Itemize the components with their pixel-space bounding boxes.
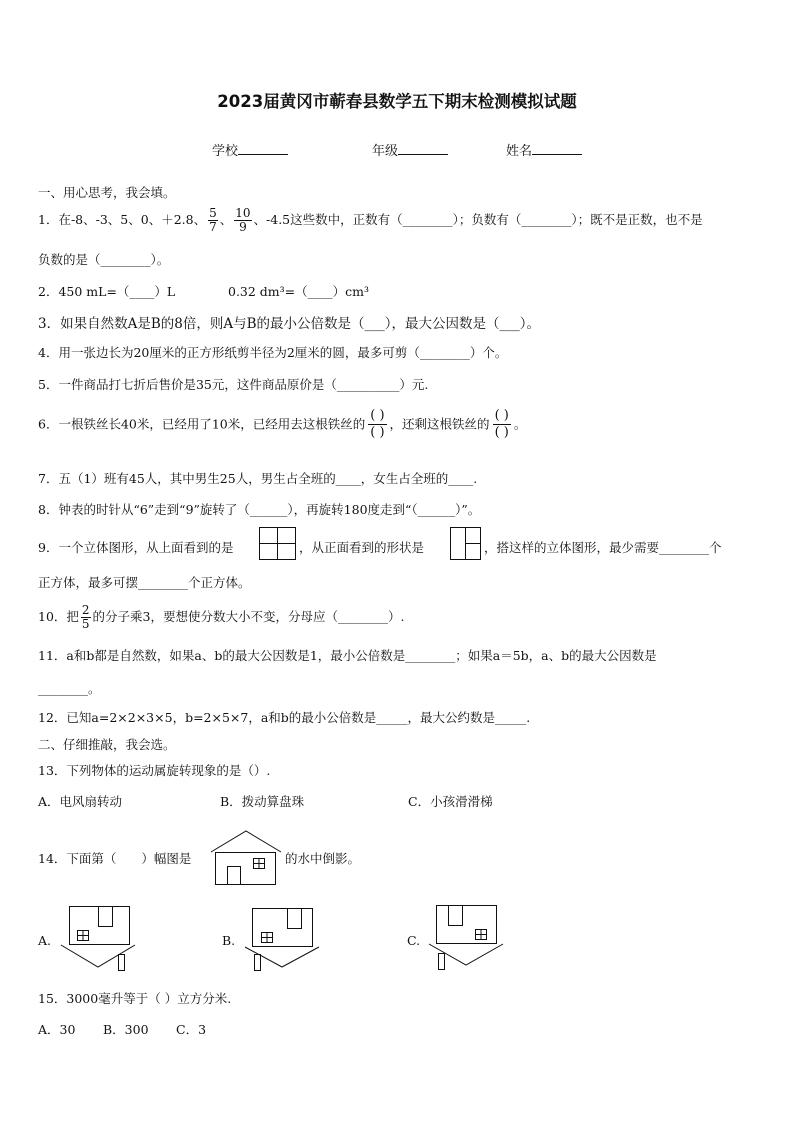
fraction-2-5: $\frac{2}{5}$ [81, 602, 90, 631]
question-1: 1．在-8、-3、5、0、＋2.8、 $\frac{5}{7}$ 、 $\frac{10}{9}$ 、-4.5这些数中，正数有（________）；负数有（________）；既不是正数，也不是 [38, 205, 703, 234]
option-13-c[interactable]: C．小孩滑滑梯 [408, 794, 493, 809]
question-13: 13．下列物体的运动属旋转现象的是（）. [38, 763, 271, 778]
question-4: 4．用一张边长为20厘米的正方形纸剪半径为2厘米的圆，最多可剪（________）个。 [38, 345, 508, 360]
question-15: 15．3000毫升等于（ ）立方分米. [38, 991, 232, 1006]
name-label: 姓名 [506, 144, 533, 159]
top-view-figure [259, 527, 297, 561]
option-14-c[interactable]: C. [407, 933, 421, 948]
school-field[interactable] [212, 140, 288, 159]
reflection-figure-b[interactable] [244, 905, 320, 973]
fraction-10-9: $\frac{10}{9}$ [235, 205, 251, 234]
question-5: 5．一件商品打七折后售价是35元，这件商品原价是（__________）元. [38, 377, 429, 392]
fraction-blank-2: ( ) ( ) [494, 408, 509, 441]
question-11: 11．a和b都是自然数，如果a、b的最大公因数是1，最小公倍数是________；如果a＝5b，a、b的最大公因数是 [38, 648, 657, 663]
fraction-blank-1: ( ) ( ) [370, 408, 385, 441]
reflection-figure-a[interactable] [60, 905, 136, 973]
question-12: 12．已知a=2×2×3×5，b=2×5×7，a和b的最小公倍数是_____，最大公约数是_____. [38, 710, 531, 725]
option-13-b[interactable]: B．拨动算盘珠 [220, 794, 305, 809]
question-7: 7．五（1）班有45人，其中男生25人，男生占全班的____，女生占全班的____. [38, 471, 478, 486]
page-title: 2023届黄冈市蕲春县数学五下期末检测模拟试题 [217, 92, 577, 111]
question-9d: 正方体，最多可摆________个正方体。 [38, 575, 251, 590]
question-11-cont: ________。 [38, 681, 101, 696]
question-1-cont: 负数的是（________）。 [38, 252, 170, 267]
option-15-c[interactable]: C．3 [176, 1022, 207, 1037]
school-label: 学校 [212, 144, 239, 159]
house-figure [210, 830, 282, 886]
option-13-a[interactable]: A．电风扇转动 [38, 794, 123, 809]
grade-label: 年级 [372, 144, 399, 159]
fraction-5-7: $\frac{5}{7}$ [209, 205, 217, 234]
grade-field[interactable] [372, 140, 448, 159]
name-field[interactable] [506, 140, 582, 159]
question-3: 3．如果自然数A是B的8倍，则A与B的最小公倍数是（___），最大公因数是（___）。 [38, 316, 541, 332]
front-view-figure [450, 527, 482, 561]
question-2b: 0.32 dm³=（____）cm³ [228, 284, 370, 299]
section-heading-2: 二、仔细推敲，我会选。 [38, 737, 176, 752]
question-10: 10．把 $\frac{2}{5}$ 的分子乘3，要想使分数大小不变，分母应（________）. [38, 602, 405, 631]
option-14-a[interactable]: A. [38, 933, 52, 948]
question-9b: ，从正面看到的形状是 [299, 540, 425, 555]
reflection-figure-c[interactable] [428, 905, 504, 973]
section-heading-1: 一、用心思考，我会填。 [38, 185, 176, 200]
option-15-a[interactable]: A．30 [38, 1022, 76, 1037]
question-6: 6．一根铁丝长40米，已经用了10米，已经用去这根铁丝的 ( ) ( ) ，还剩这根铁丝的 ( ) ( ) 。 [38, 408, 527, 441]
question-14a: 14．下面第（ ）幅图是 [38, 851, 192, 866]
question-2a: 2．450 mL=（____）L [38, 284, 176, 299]
question-8: 8．钟表的时针从“6”走到“9”旋转了（______），再旋转180度走到“（______）”。 [38, 502, 481, 517]
option-15-b[interactable]: B．300 [103, 1022, 149, 1037]
question-9c: ，搭这样的立体图形，最少需要________个 [484, 540, 722, 555]
question-9a: 9．一个立体图形，从上面看到的是 [38, 540, 234, 555]
question-14b: 的水中倒影。 [285, 851, 361, 866]
option-14-b[interactable]: B. [222, 933, 236, 948]
